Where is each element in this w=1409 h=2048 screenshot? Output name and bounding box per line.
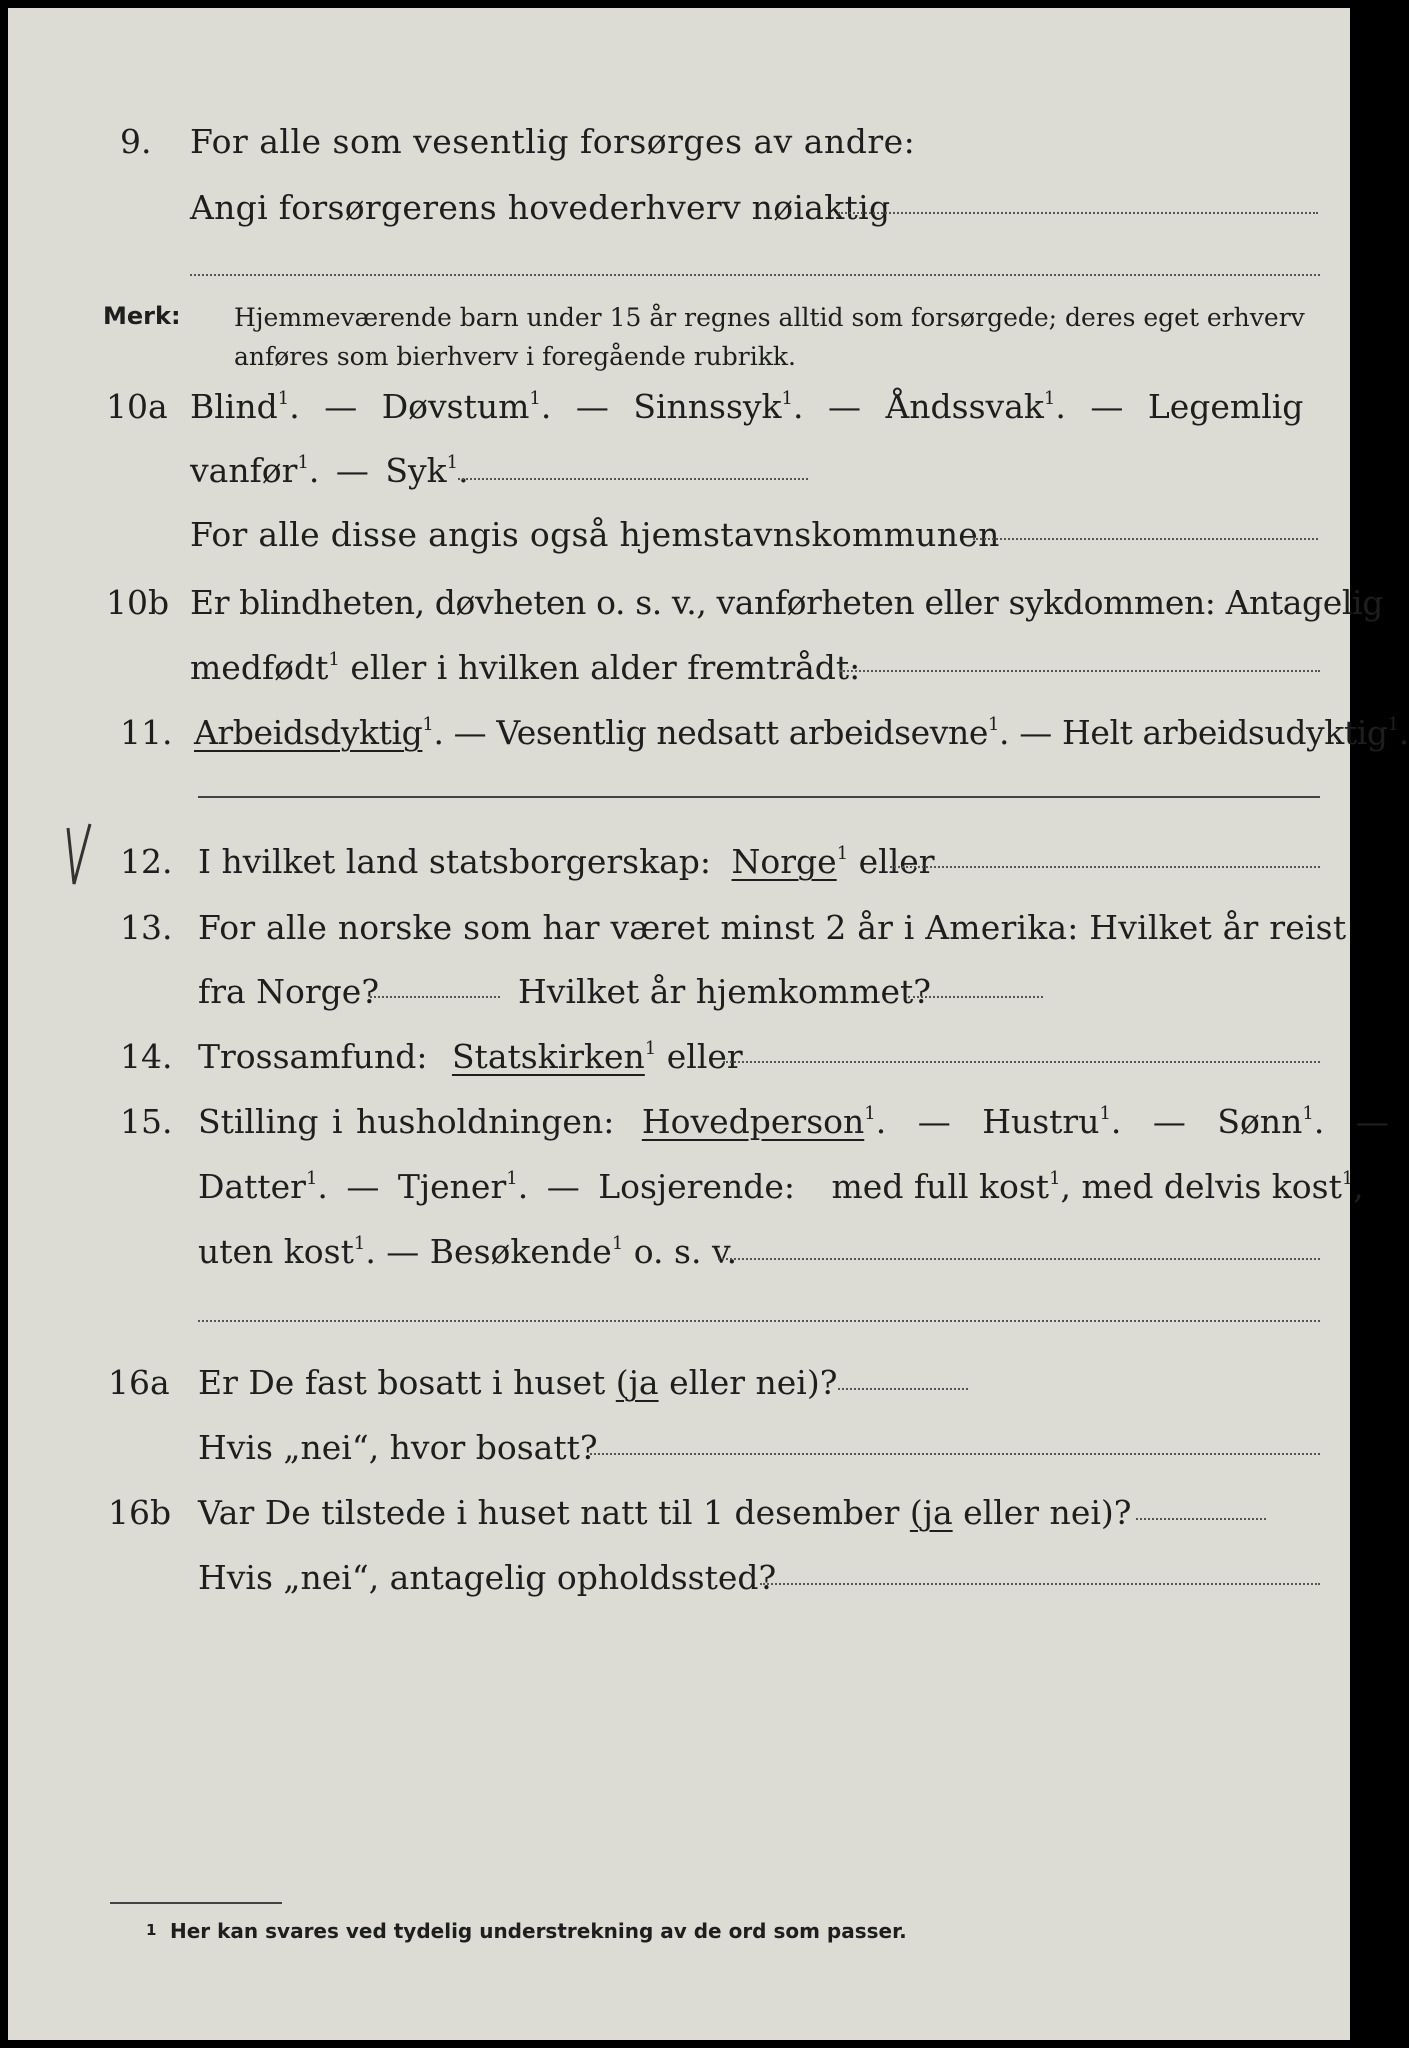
q16a-bosatt-line: [590, 1453, 1320, 1455]
option-datter: Datter: [198, 1167, 306, 1206]
check-mark-icon: [58, 820, 98, 892]
q12-line: I hvilket land statsborgerskap: Norge$^1$ eller: [198, 842, 935, 881]
q13-line2b: Hvilket år hjemkommet?: [518, 972, 931, 1011]
q11-line: Arbeidsdyktig$^1$. — Vesentlig nedsatt arbeidsevne$^1$. — Helt arbeidsudyktig$^1$.: [194, 713, 1409, 752]
q16b-answer-ja: (ja: [909, 1493, 953, 1532]
option-medfodt: medfødt: [190, 648, 329, 687]
option-delvis-kost: med delvis kost: [1081, 1167, 1342, 1206]
option-syk: Syk: [385, 451, 447, 490]
merk-line1: Hjemmeværende barn under 15 år regnes alltid som forsørgede; deres eget erhverv: [234, 303, 1305, 332]
q11-number: 11.: [120, 713, 173, 752]
q11-separator: [198, 796, 1320, 798]
q9-line1: For alle som vesentlig forsørges av andre:: [190, 122, 916, 161]
option-uten-kost: uten kost: [198, 1232, 354, 1271]
q9-number: 9.: [120, 122, 152, 161]
q9-answer-line-2: [190, 274, 1320, 276]
q12-answer-line: [890, 866, 1320, 868]
q10b-line1: Er blindheten, døvheten o. s. v., vanførheten eller sykdommen: Antagelig: [190, 583, 1383, 622]
option-full-kost: med full kost: [831, 1167, 1050, 1206]
footnote-text: Her kan svares ved tydelig understrekning av de ord som passer.: [170, 1919, 907, 1943]
q10a-line1: Blind$^1$. — Døvstum$^1$. — Sinnssyk$^1$. — Åndssvak$^1$. — Legemlig: [190, 387, 1304, 426]
option-losjerende: Losjerende:: [598, 1167, 795, 1206]
option-blind: Blind: [190, 387, 278, 426]
q14-text: Trossamfund:: [198, 1037, 428, 1076]
q16b-number: 16b: [108, 1493, 172, 1532]
q13-line2a: fra Norge?: [198, 972, 380, 1011]
q10a-hjemstavn-line: [973, 538, 1318, 540]
q14-answer-line: [723, 1061, 1320, 1063]
option-sonn: Sønn: [1217, 1102, 1303, 1141]
merk-line2: anføres som bierhverv i foregående rubrikk.: [234, 342, 796, 371]
q15-line3: uten kost$^1$. — Besøkende$^1$ o. s. v.: [198, 1232, 738, 1271]
q10a-number: 10a: [106, 387, 168, 426]
q9-answer-line: [838, 212, 1318, 214]
q16b-opholdssted-line: [760, 1583, 1320, 1585]
census-form-page: [8, 8, 1409, 2040]
q15-line1: Stilling i husholdningen: Hovedperson$^1$. — Hustru$^1$. — Sønn$^1$. —: [198, 1102, 1389, 1141]
q13-line1: For alle norske som har været minst 2 år i Amerika: Hvilket år reist: [198, 908, 1347, 947]
q12-number: 12.: [120, 842, 173, 881]
q12-answer-norge: Norge: [731, 842, 837, 881]
q16b-answer-line: [1136, 1518, 1266, 1520]
option-dovstum: Døvstum: [381, 387, 530, 426]
q10b-line2: medfødt$^1$ eller i hvilken alder fremtrådt:: [190, 648, 861, 687]
q14-line: Trossamfund: Statskirken$^1$ eller: [198, 1037, 743, 1076]
q14-answer-statskirken: Statskirken: [451, 1037, 645, 1076]
q14-number: 14.: [120, 1037, 173, 1076]
q16b-line2: Hvis „nei“, antagelig opholdssted?: [198, 1558, 777, 1597]
q13-number: 13.: [120, 908, 173, 947]
q9-line2: Angi forsørgerens hovederhverv nøiaktig: [190, 188, 891, 227]
option-nedsatt: Vesentlig nedsatt arbeidsevne: [496, 713, 988, 752]
option-besokende: Besøkende: [429, 1232, 612, 1271]
option-andssvak: Åndssvak: [885, 387, 1044, 426]
q15-answer-line-2: [198, 1320, 1320, 1322]
option-hovedperson: Hovedperson: [641, 1102, 865, 1141]
q16a-answer-ja: (ja: [615, 1363, 659, 1402]
q10a-line2: vanfør$^1$. — Syk$^1$.: [190, 451, 469, 490]
q10a-answer-line: [458, 478, 808, 480]
q13-reist-line: [370, 996, 500, 998]
option-sinnssyk: Sinnssyk: [633, 387, 782, 426]
option-vanfor: vanfør: [190, 451, 298, 490]
footnote-mark: 1: [146, 1921, 157, 1939]
q15-answer-line: [718, 1258, 1320, 1260]
q16a-answer-line: [838, 1388, 968, 1390]
q16a-line1: Er De fast bosatt i huset (ja eller nei)?: [198, 1363, 838, 1402]
option-arbeidsdyktig: Arbeidsdyktig: [194, 713, 423, 752]
q10a-line3: For alle disse angis også hjemstavnskommunen: [190, 515, 1000, 554]
q10b-number: 10b: [106, 583, 170, 622]
q12-text: I hvilket land statsborgerskap:: [198, 842, 712, 881]
q15-text: Stilling i husholdningen:: [198, 1102, 615, 1141]
q16b-line1: Var De tilstede i huset natt til 1 desember (ja eller nei)?: [198, 1493, 1132, 1532]
option-tjener: Tjener: [397, 1167, 507, 1206]
merk-label: Merk:: [103, 302, 181, 330]
footnote-rule: [110, 1902, 282, 1904]
q15-number: 15.: [120, 1102, 173, 1141]
option-hustru: Hustru: [982, 1102, 1100, 1141]
q10b-answer-line: [840, 670, 1320, 672]
q16a-line2: Hvis „nei“, hvor bosatt?: [198, 1428, 598, 1467]
option-udyktig: Helt arbeidsudyktig: [1061, 713, 1388, 752]
option-legemlig: Legemlig: [1147, 387, 1304, 426]
q16a-number: 16a: [108, 1363, 170, 1402]
q13-hjemkommet-line: [908, 996, 1043, 998]
q15-line2: Datter$^1$. — Tjener$^1$. — Losjerende: med full kost$^1$, med delvis kost$^1$,: [198, 1167, 1364, 1206]
